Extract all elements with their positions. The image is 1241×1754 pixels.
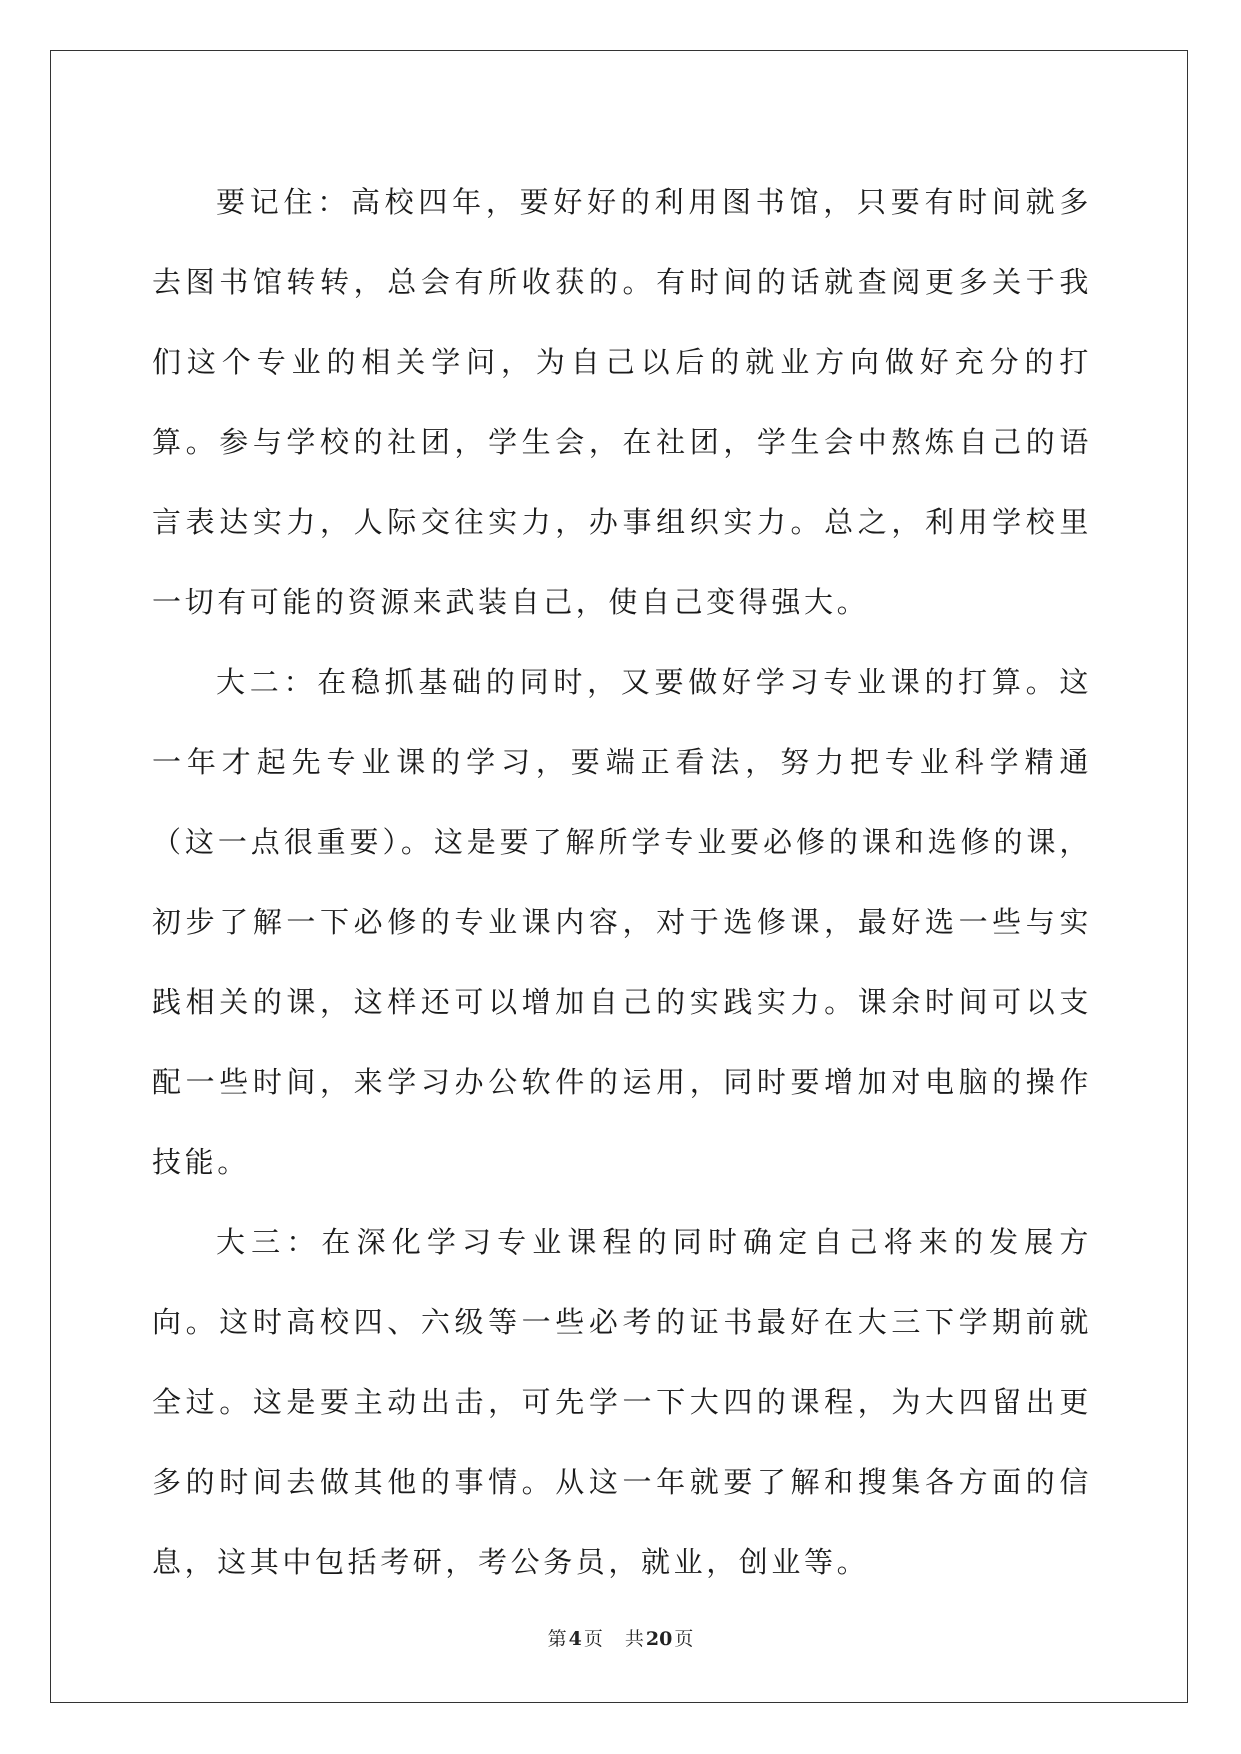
page-total: 20 <box>645 1628 673 1650</box>
document-body <box>152 162 1092 1602</box>
page-number-prefix: 第 <box>547 1628 567 1650</box>
page-number-suffix: 页 <box>583 1628 603 1650</box>
page-number-current: 4 <box>568 1628 582 1650</box>
page-total-suffix: 页 <box>674 1628 694 1650</box>
page-footer <box>0 1624 1241 1651</box>
paragraph-sophomore-year: 大二：在稳抓基础的同时，又要做好学习专业课的打算。这一年才起先专业课的学习，要端正看法，努力把专业科学精通（这一点很重要）。这是要了解所学专业要必修的课和选修的课，初步了解一下必修的专业课内容，对于选修课，最好选一些与实践相关的课，这样还可以增加自己的实践实力。课余时间可以支配一些时间，来学习办公软件的运用，同时要增加对电脑的操作技能。 <box>152 665 1092 1179</box>
page-total-prefix: 共 <box>624 1628 644 1650</box>
paragraph-study-tips: 要记住：高校四年，要好好的利用图书馆，只要有时间就多去图书馆转转，总会有所收获的。有时间的话就查阅更多关于我们这个专业的相关学问，为自己以后的就业方向做好充分的打算。参与学校的社团，学生会，在社团，学生会中熬炼自己的语言表达实力，人际交往实力，办事组织实力。总之，利用学校里一切有可能的资源来武装自己，使自己变得强大。 <box>152 185 1092 619</box>
paragraph-junior-year: 大三：在深化学习专业课程的同时确定自己将来的发展方向。这时高校四、六级等一些必考的证书最好在大三下学期前就全过。这是要主动出击，可先学一下大四的课程，为大四留出更多的时间去做其他的事情。从这一年就要了解和搜集各方面的信息，这其中包括考研，考公务员，就业，创业等。 <box>152 1225 1092 1579</box>
